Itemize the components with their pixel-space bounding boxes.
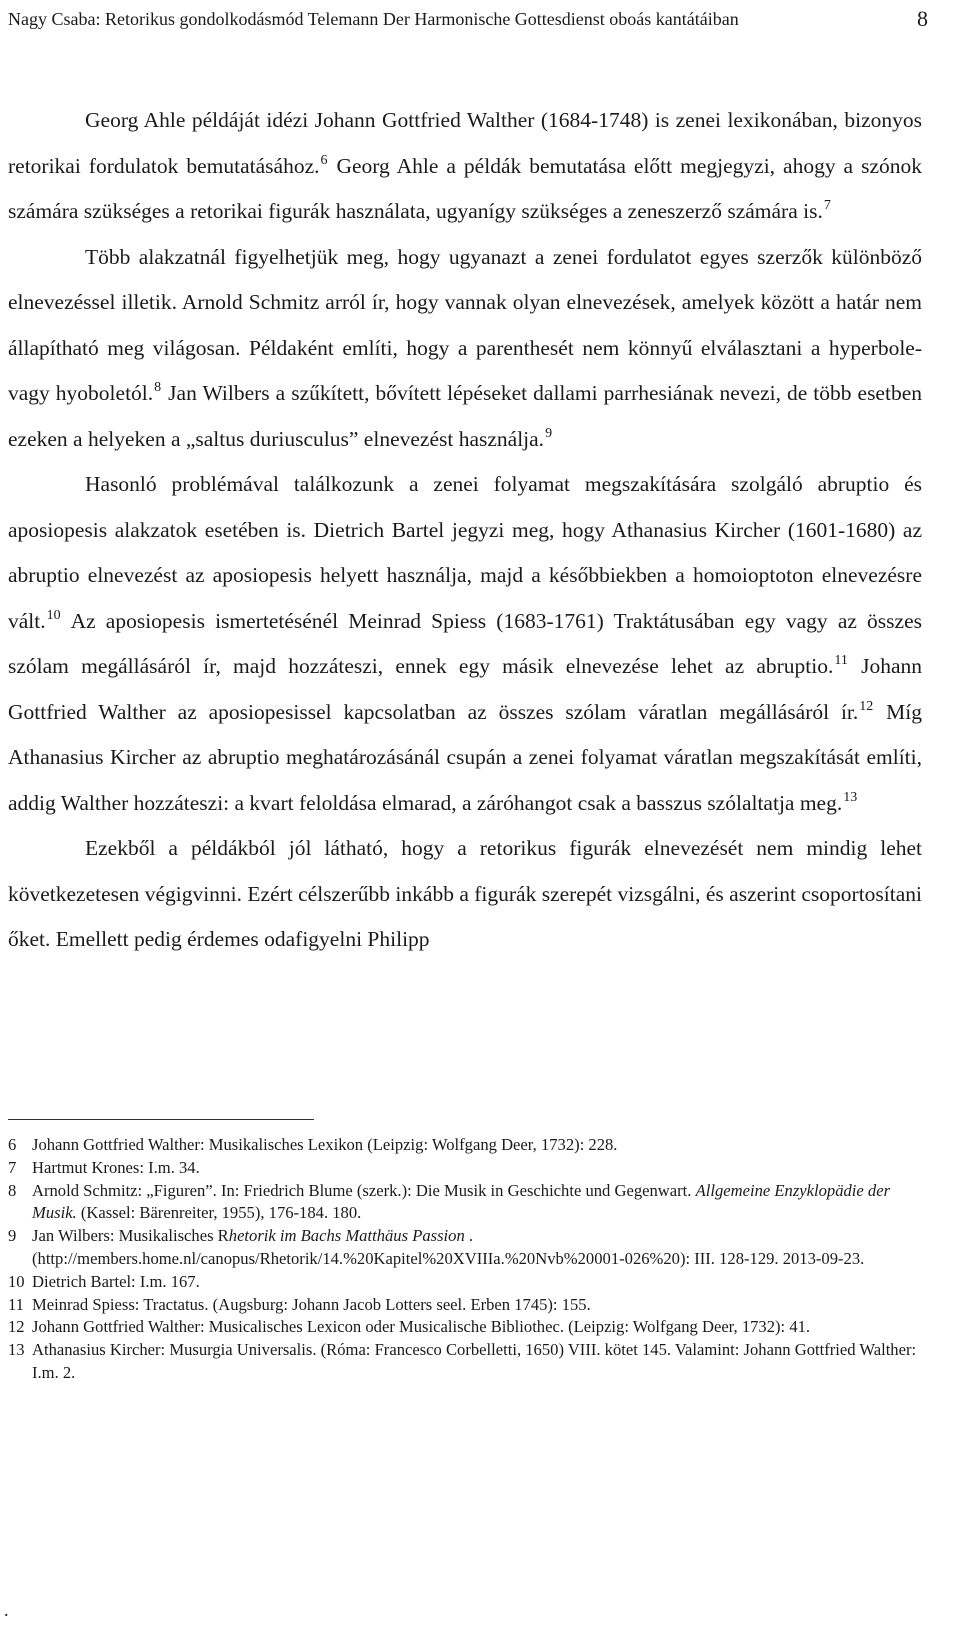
paragraph-1 (8, 98, 922, 235)
footnote-number: 9 (8, 1226, 17, 1246)
paragraph-text: Hasonló problémával találkozunk a zenei folyamat megszakítására szolgáló abruptio és aposiopesis alakzatok esetében is. Dietrich Bartel jegyzi meg, hogy Athanasius Kircher (1601-1680) az abruptio elnevezést az aposiopesis helyett használja, majd a későbbiekben a homoioptoton elnevezésre vált. (8, 472, 922, 633)
footnote-separator (8, 1119, 314, 1120)
footnote-ref[interactable]: 10 (46, 607, 61, 623)
footnote-text: Meinrad Spiess: Tractatus. (Augsburg: Johann Jacob Lotters seel. Erben 1745): 155. (32, 1294, 591, 1314)
footnote-text-part: Jan Wilbers: Musikalisches R (32, 1226, 229, 1246)
footnote-ref[interactable]: 12 (859, 698, 874, 714)
footnote-text: Dietrich Bartel: I.m. 167. (32, 1271, 200, 1291)
paragraph-3 (8, 462, 922, 826)
running-header (8, 4, 928, 34)
footnote-text: Hartmut Krones: I.m. 34. (32, 1157, 200, 1177)
footnote-7 (8, 1157, 922, 1180)
stray-period-mark: . (4, 1600, 9, 1620)
footnote-number: 11 (8, 1294, 24, 1314)
paragraph-text: Georg Ahle példáját idézi Johann Gottfried Walther (1684-1748) is zenei lexikonában, bizonyos retorikai fordulatok bemutatásához. (8, 108, 922, 178)
footnote-text (32, 1225, 922, 1271)
paragraph-text: Míg Athanasius Kircher az abruptio meghatározásánál csupán a zenei folyamat váratlan megszakítását említi, addig Walther hozzáteszi: a kvart feloldása elmarad, a záróhangot csak a basszus szólaltatja meg. (8, 699, 922, 815)
paragraph-text: Ezekből a példákból jól látható, hogy a retorikus figurák elnevezését nem mindig lehet következetesen végigvinni. Ezért célszerűbb inkább a figurák szerepét vizsgálni, és aszerint csoportosítani őket. Emellett pedig érdemes odafigyelni Philipp (8, 836, 923, 951)
paragraph-text: Jan Wilbers a szűkített, bővített lépéseket dallami parrhesiának nevezi, de több esetben ezeken a helyeken a „saltus duriusculus” elnevezést használja. (8, 381, 922, 451)
paragraph-text: Az aposiopesis ismertetésénél Meinrad Spiess (1683-1761) Traktátusában egy vagy az összes szólam megállásáról ír, majd hozzáteszi, ennek egy másik elnevezése lehet az abruptio. (8, 608, 922, 678)
paragraph-2 (8, 235, 922, 463)
footnote-8 (8, 1180, 922, 1226)
footnote-6 (8, 1134, 922, 1157)
footnote-text-part: (Kassel: Bärenreiter, 1955), 176-184. 180. (76, 1203, 362, 1223)
footnote-10 (8, 1271, 922, 1294)
body-text (8, 98, 922, 963)
footnote-number: 7 (8, 1157, 17, 1177)
footnote-text: Johann Gottfried Walther: Musicalisches Lexicon oder Musicalische Bibliothec. (Leipzig: Wolfgang Deer, 1732): 41. (32, 1317, 811, 1337)
footnote-13 (8, 1339, 922, 1385)
footnote-11 (8, 1294, 922, 1317)
running-title: Nagy Csaba: Retorikus gondolkodásmód Telemann Der Harmonische Gottesdienst oboás kantátáiban (8, 9, 739, 29)
footnote-italic-title: Allgemeine Enzyklopädie der Musik. (32, 1180, 891, 1223)
footnote-ref[interactable]: 11 (834, 653, 848, 668)
footnote-ref[interactable]: 9 (545, 425, 553, 441)
paragraph-text: Több alakzatnál figyelhetjük meg, hogy ugyanazt a zenei fordulatot egyes szerzők különböző elnevezéssel illetik. Arnold Schmitz arról ír, hogy vannak olyan elnevezések, amelyek között a határ nem állapítható meg világosan. Példaként említi, hogy a parenthesét nem könnyű elválasztani a hyperbole- vagy hyoboletól. (8, 244, 922, 405)
footnote-number: 10 (8, 1271, 25, 1291)
footnotes (8, 1134, 922, 1385)
footnote-text: Athanasius Kircher: Musurgia Universalis. (Róma: Francesco Corbelletti, 1650) VIII. kötet 145. Valamint: Johann Gottfried Walther: I.m. 2. (32, 1340, 917, 1382)
footnote-number: 13 (8, 1340, 25, 1360)
footnote-text (32, 1180, 922, 1226)
footnote-number: 6 (8, 1135, 17, 1154)
footnote-text-part: . (http://members.home.nl/canopus/Rhetorik/14.%20Kapitel%20XVIIIa.%20Nvb%20001-026%20): III. 128-129. 2013-09-23. (32, 1226, 865, 1268)
footnote-number: 12 (8, 1317, 25, 1337)
footnote-12 (8, 1316, 922, 1339)
footnote-text: Johann Gottfried Walther: Musikalisches Lexikon (Leipzig: Wolfgang Deer, 1732): 228. (32, 1135, 618, 1154)
paragraph-4 (8, 826, 922, 963)
footnote-ref[interactable]: 13 (843, 789, 858, 805)
footnote-italic-title: hetorik im Bachs Matthäus Passion (228, 1226, 465, 1246)
paragraph-text: Georg Ahle a példák bemutatása előtt megjegyzi, ahogy a szónok számára szükséges a retorikai figurák használata, ugyanígy szükséges a zeneszerző számára is. (8, 153, 922, 223)
footnote-ref[interactable]: 7 (823, 198, 831, 213)
footnote-ref[interactable]: 8 (154, 380, 162, 395)
footnote-ref[interactable]: 6 (320, 152, 328, 168)
footnote-number: 8 (8, 1180, 17, 1200)
footnote-9 (8, 1225, 922, 1271)
paragraph-text: Johann Gottfried Walther az aposiopesissel kapcsolatban az összes szólam váratlan megállásáról ír. (8, 654, 922, 724)
page-number: 8 (917, 6, 928, 31)
footnote-text-part: Arnold Schmitz: „Figuren”. In: Friedrich Blume (szerk.): Die Musik in Geschichte und Gegenwart. (32, 1180, 696, 1200)
